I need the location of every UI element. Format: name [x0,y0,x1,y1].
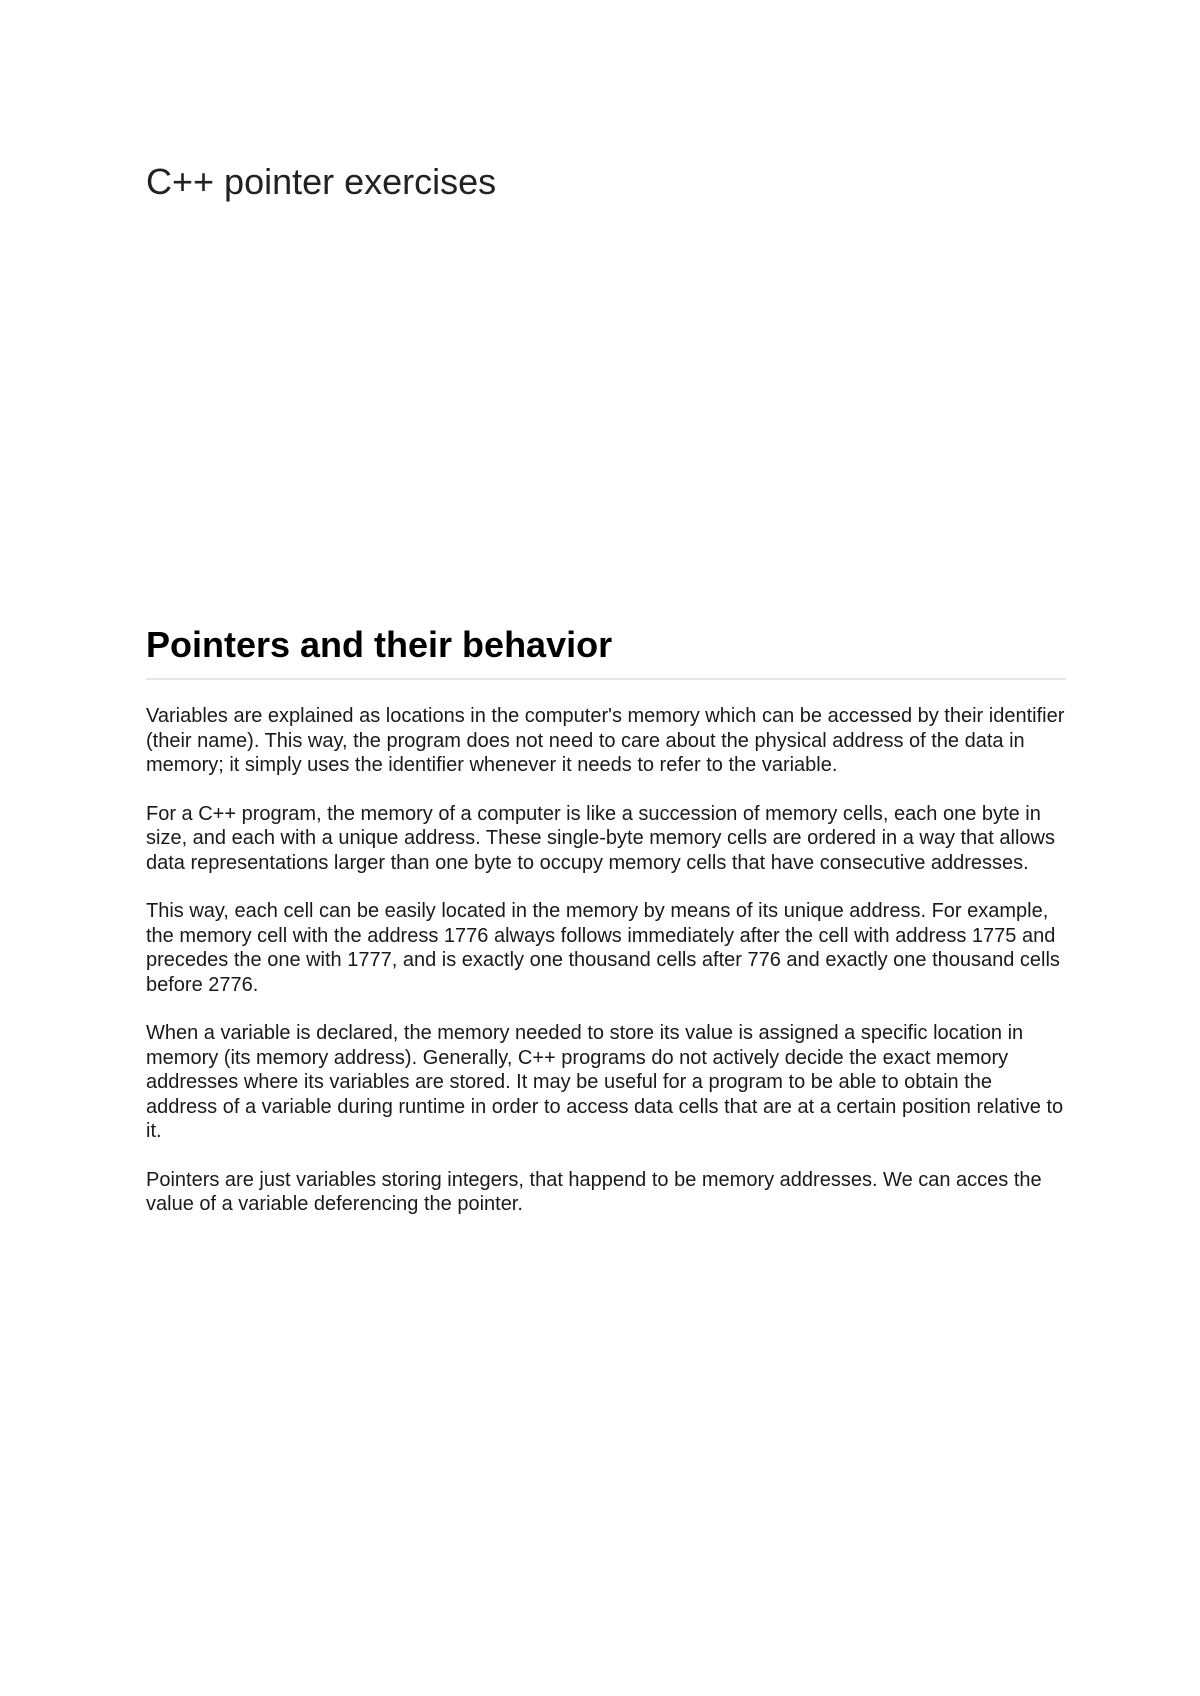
heading-divider [146,678,1066,680]
paragraph-variable-declaration: When a variable is declared, the memory needed to store its value is assigned a specific location in memory (its memory address). Generally, C++ programs do not actively decide the exact memory addresses where its variables are stored. It may be useful for a program to be able to obtain the address of a variable during runtime in order to access data cells that are at a certain position relative to it. [146,1022,1064,1142]
paragraph-cell-addresses: This way, each cell can be easily located in the memory by means of its unique address. For example, the memory cell with the address 1776 always follows immediately after the cell with address 1775 and precedes the one with 1777, and is exactly one thousand cells after 776 and exactly one thousand cells before 2776. [146,900,1060,996]
paragraph-memory-cells: For a C++ program, the memory of a computer is like a succession of memory cells, each one byte in size, and each with a unique address. These single-byte memory cells are ordered in a way that allows data representations larger than one byte to occupy memory cells that have consecutive addresses. [146,802,1055,874]
paragraph-variables: Variables are explained as locations in the computer's memory which can be accessed by their identifier (their name). This way, the program does not need to care about the physical address of the data in memory; it simply uses the identifier whenever it needs to refer to the variable. [146,705,1065,776]
section-heading: Pointers and their behavior [146,624,613,665]
document-title: C++ pointer exercises [146,161,497,202]
paragraph-pointers: Pointers are just variables storing integers, that happend to be memory addresses. We can acces the value of a variable deferencing the pointer. [146,1168,1042,1215]
section-pointers [146,620,1066,1241]
